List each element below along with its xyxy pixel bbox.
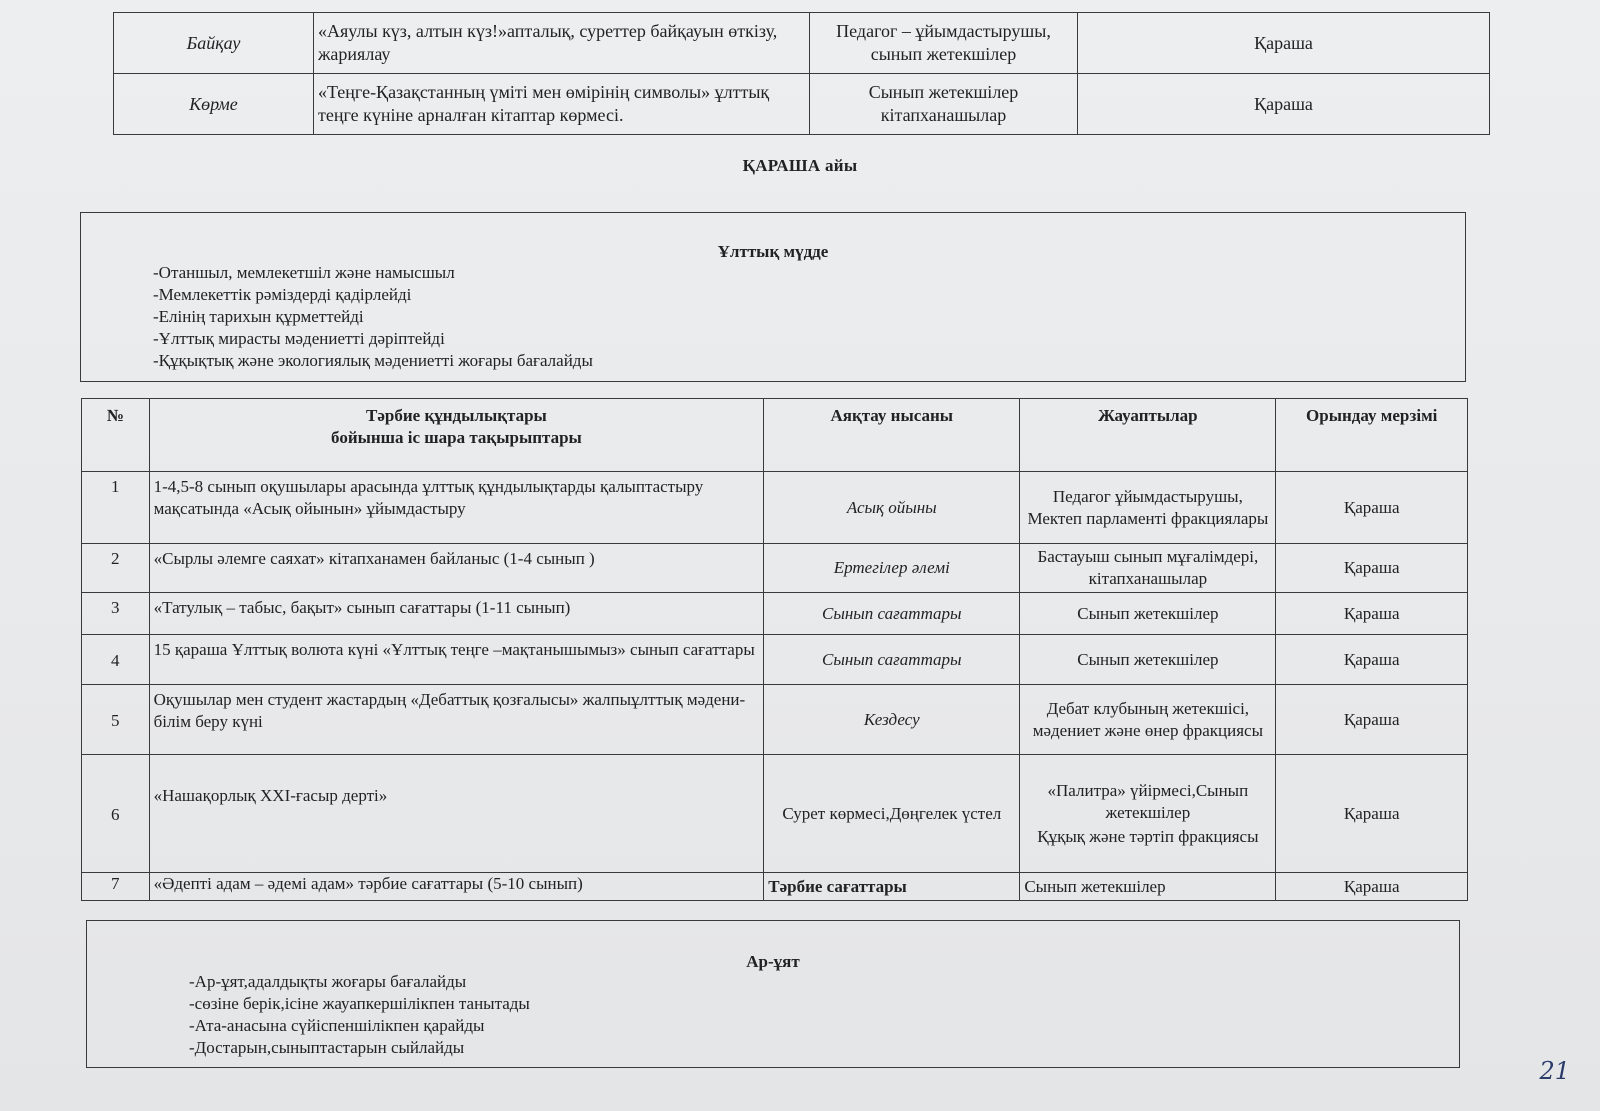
row-date: Қараша [1276,544,1468,593]
events-table-continued [113,12,1490,135]
list-item: -Ұлттық мирасты мәдениетті дәріптейді [153,329,445,348]
row-responsible: Сынып жетекшілер [1020,593,1276,635]
row-title: «Татулық – табыс, бақыт» сынып сағаттары (1-11 сынып) [149,593,764,635]
row-form: Кездесу [764,685,1020,755]
header-date: Орындау мерзімі [1276,399,1468,472]
row-responsible-line2: Құқық және тәртіп фракциясы [1037,826,1259,846]
row-title: «Әдепті адам – әдемі адам» тәрбие сағаттары (5-10 сынып) [149,873,764,901]
row-num: 2 [82,544,150,593]
list-item: -Елінің тарихын құрметтейді [153,307,364,326]
row-date: Қараша [1276,593,1468,635]
row-form: Сынып сағаттары [764,635,1020,685]
table-row [114,74,1490,135]
national-interest-title: Ұлттық мүдде [717,242,829,261]
row-title: «Нашақорлық XXI-ғасыр дерті» [149,755,764,873]
row-responsible: Дебат клубының жетекшісі, мәдениет және өнер фракциясы [1020,685,1276,755]
table-row [82,635,1468,685]
row-title: «Сырлы әлемге саяхат» кітапханамен байланыс (1-4 сынып ) [149,544,764,593]
row-responsible: Сынып жетекшілер [1020,635,1276,685]
list-item: -Отаншыл, мемлекетшіл және намысшыл [153,263,455,282]
event-title: «Теңге-Қазақстанның үміті мен өмірінің символы» ұлттық теңге күніне арналған кітаптар көрмесі. [314,74,810,135]
row-date: Қараша [1276,685,1468,755]
national-interest-list [153,262,593,372]
list-item: -Достарын,сыныптастарын сыйлайды [189,1038,465,1057]
header-num: № [82,399,150,472]
row-date: Қараша [1276,635,1468,685]
row-date: Қараша [1276,472,1468,544]
row-form: Асық ойыны [764,472,1020,544]
row-form: Сурет көрмесі,Дөңгелек үстел [764,755,1020,873]
list-item: -Ар-ұят,адалдықты жоғары бағалайды [189,972,467,991]
list-item: -сөзіне берік,ісіне жауапкершілікпен танытады [189,994,530,1013]
row-date: Қараша [1276,873,1468,901]
row-form: Сынып сағаттары [764,593,1020,635]
event-type: Көрме [114,74,314,135]
honor-list [189,971,530,1059]
national-interest-box [80,212,1466,382]
header-form: Аяқтау нысаны [764,399,1020,472]
row-responsible: Сынып жетекшілер [1020,873,1276,901]
row-form: Тәрбие сағаттары [764,873,1020,901]
list-item: -Құқықтық және экологиялық мәдениетті жоғары бағалайды [153,351,593,370]
event-date: Қараша [1078,74,1490,135]
table-row [82,593,1468,635]
row-num: 7 [82,873,150,901]
row-title: Оқушылар мен студент жастардың «Дебаттық қозғалысы» жалпыұлттық мәдени-білім беру күні [149,685,764,755]
page-number: 21 [1539,1057,1570,1085]
table-row [82,873,1468,901]
row-title: 15 қараша Ұлттық волюта күні «Ұлттық теңге –мақтанышымыз» сынып сағаттары [149,635,764,685]
table-row [114,13,1490,74]
row-num: 5 [82,685,150,755]
table-header-row [82,399,1468,472]
row-num: 6 [82,755,150,873]
header-title-line2: бойынша іс шара тақырыптары [331,428,582,447]
events-table [81,398,1468,901]
row-date: Қараша [1276,755,1468,873]
table-row [82,544,1468,593]
row-num: 3 [82,593,150,635]
list-item: -Ата-анасына сүйіспеншілікпен қарайды [189,1016,485,1035]
row-title: 1-4,5-8 сынып оқушылары арасында ұлттық құндылықтарды қалыптастыру мақсатында «Асық ойынын» ұйымдастыру [149,472,764,544]
row-num: 1 [82,472,150,544]
event-responsible: Педагог – ұйымдастырушы, сынып жетекшілер [810,13,1078,74]
table-row [82,472,1468,544]
table-row [82,685,1468,755]
header-responsible: Жауаптылар [1020,399,1276,472]
event-date: Қараша [1078,13,1490,74]
row-responsible-line1: «Палитра» үйірмесі,Сынып жетекшілер [1047,780,1249,822]
event-responsible: Сынып жетекшілер кітапханашылар [810,74,1078,135]
header-title [149,399,764,472]
row-num: 4 [82,635,150,685]
event-title: «Аяулы күз, алтын күз!»апталық, суреттер байқауын өткізу, жариялау [314,13,810,74]
honor-box [86,920,1460,1068]
row-form: Ертегілер әлемі [764,544,1020,593]
event-type: Байқау [114,13,314,74]
honor-title: Ар-ұят [746,952,800,971]
row-responsible [1020,755,1276,873]
month-title: ҚАРАША айы [742,156,858,175]
list-item: -Мемлекеттік рәміздерді қадірлейді [153,285,412,304]
table-row [82,755,1468,873]
row-responsible: Педагог ұйымдастырушы, Мектеп парламенті фракциялары [1020,472,1276,544]
header-title-line1: Тәрбие құндылықтары [366,406,547,425]
row-responsible: Бастауыш сынып мұғалімдері, кітапханашылар [1020,544,1276,593]
